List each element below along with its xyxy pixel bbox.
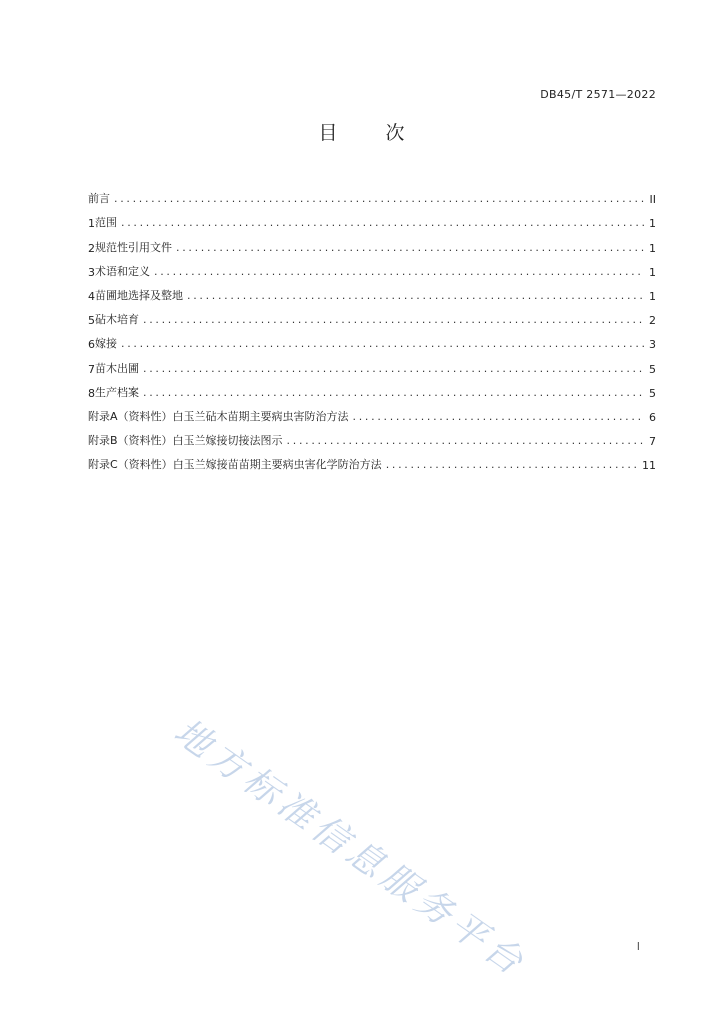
toc-appendix-label: 附录B（资料性） bbox=[88, 434, 173, 448]
toc-entry-section-2[interactable] bbox=[88, 230, 656, 254]
toc-section-number: 5 bbox=[88, 314, 95, 328]
toc-entry-appendix-b[interactable] bbox=[88, 424, 656, 448]
toc-page-number: 1 bbox=[649, 289, 656, 303]
toc-page-number: 11 bbox=[642, 459, 656, 473]
toc-entry-title: 规范性引用文件 bbox=[95, 240, 172, 254]
toc-appendix-label: 附录A（资料性） bbox=[88, 409, 173, 423]
toc-page-number: 3 bbox=[649, 338, 656, 352]
toc-page-number: II bbox=[649, 193, 656, 207]
watermark: 地方标准信息服务平台 bbox=[166, 711, 535, 986]
toc-page-number: 5 bbox=[649, 362, 656, 376]
toc-dot-leader bbox=[353, 410, 644, 424]
toc-entry-title: 前言 bbox=[88, 192, 110, 206]
title-char-2: 次 bbox=[385, 122, 406, 144]
toc-page-number: 6 bbox=[649, 410, 656, 424]
page-number: I bbox=[636, 940, 640, 953]
toc-dot-leader bbox=[187, 289, 644, 303]
toc-entry-title: 术语和定义 bbox=[95, 264, 150, 278]
toc-section-number: 3 bbox=[88, 265, 95, 279]
toc-entry-section-7[interactable] bbox=[88, 351, 656, 375]
title-char-1: 目 bbox=[318, 122, 339, 144]
toc-dot-leader bbox=[154, 265, 644, 279]
toc-section-number: 4 bbox=[88, 289, 95, 303]
toc-dot-leader bbox=[143, 362, 644, 376]
toc-section-number: 2 bbox=[88, 241, 95, 255]
toc-page-number: 2 bbox=[649, 314, 656, 328]
toc-entry-title: 苗圃地选择及整地 bbox=[95, 288, 183, 302]
toc-page-number: 7 bbox=[649, 435, 656, 449]
toc-dot-leader bbox=[121, 337, 644, 351]
toc-section-number: 7 bbox=[88, 362, 95, 376]
toc-dot-leader bbox=[386, 458, 638, 472]
toc-entry-title: 范围 bbox=[95, 216, 117, 230]
toc-entry-title: 白玉兰嫁接苗苗期主要病虫害化学防治方法 bbox=[172, 458, 382, 472]
toc-dot-leader bbox=[114, 192, 644, 206]
toc-entry-section-3[interactable] bbox=[88, 255, 656, 279]
toc-entry-title: 白玉兰砧木苗期主要病虫害防治方法 bbox=[172, 409, 349, 423]
toc-entry-preface[interactable] bbox=[88, 182, 656, 206]
toc-entry-appendix-c[interactable] bbox=[88, 448, 656, 472]
toc-entry-title: 白玉兰嫁接切接法图示 bbox=[172, 434, 283, 448]
toc-entry-title: 苗木出圃 bbox=[95, 361, 139, 375]
toc-page-number: 5 bbox=[649, 386, 656, 400]
toc-appendix-label: 附录C（资料性） bbox=[88, 458, 173, 472]
toc-entry-title: 砧木培育 bbox=[95, 313, 139, 327]
toc-dot-leader bbox=[143, 386, 644, 400]
toc-dot-leader bbox=[176, 241, 644, 255]
toc-page-number: 1 bbox=[649, 217, 656, 231]
toc-entry-title: 嫁接 bbox=[95, 337, 117, 351]
toc-entry-title: 生产档案 bbox=[95, 385, 139, 399]
toc-entry-section-1[interactable] bbox=[88, 206, 656, 230]
toc-section-number: 6 bbox=[88, 338, 95, 352]
toc-section-number: 8 bbox=[88, 386, 95, 400]
toc-dot-leader bbox=[121, 216, 644, 230]
document-code: DB45/T 2571—2022 bbox=[540, 88, 656, 101]
toc-dot-leader bbox=[143, 313, 644, 327]
toc-section-number: 1 bbox=[88, 217, 95, 231]
toc-page-number: 1 bbox=[649, 241, 656, 255]
toc-entry-section-5[interactable] bbox=[88, 303, 656, 327]
toc-entry-appendix-a[interactable] bbox=[88, 400, 656, 424]
toc-page-number: 1 bbox=[649, 265, 656, 279]
toc-entry-section-4[interactable] bbox=[88, 279, 656, 303]
toc-entry-section-8[interactable] bbox=[88, 376, 656, 400]
page-title bbox=[0, 118, 724, 145]
table-of-contents bbox=[88, 182, 656, 472]
toc-entry-section-6[interactable] bbox=[88, 327, 656, 351]
toc-dot-leader bbox=[287, 434, 644, 448]
